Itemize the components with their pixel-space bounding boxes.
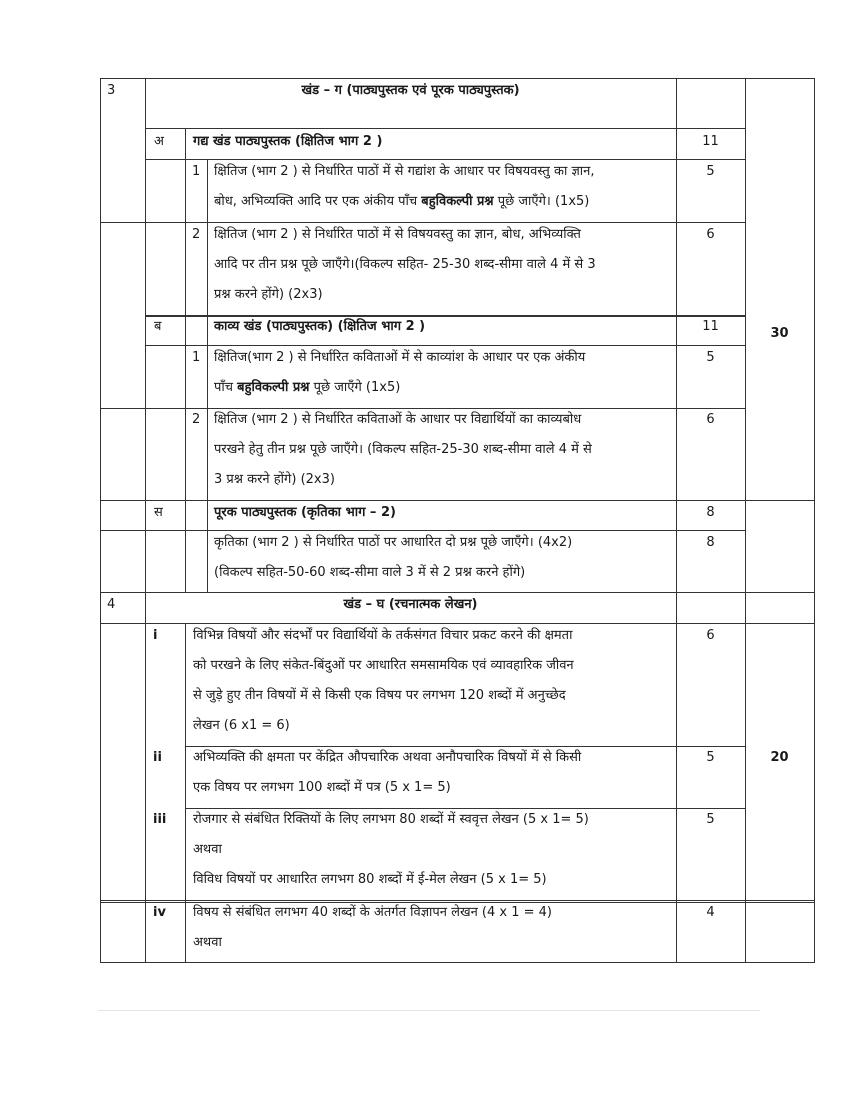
- section-number: 3: [107, 83, 116, 98]
- item-marks: 8: [706, 535, 715, 550]
- item-text-line: 3 प्रश्न करने होंगे) (2x3): [214, 472, 335, 487]
- item-text-line: आदि पर तीन प्रश्न पूछे जाएँगे।(विकल्प सहित- 25-30 शब्द-सीमा वाले 4 में से 3: [214, 257, 596, 272]
- subsection-title: गद्य खंड पाठ्यपुस्तक (क्षितिज भाग 2 ): [193, 134, 383, 149]
- section-heading: खंड – ग (पाठ्यपुस्तक एवं पूरक पाठ्यपुस्तक): [301, 83, 520, 98]
- subsection-letter: स: [154, 505, 163, 520]
- emphasis-text: बहुविकल्पी प्रश्न: [237, 380, 310, 395]
- item-text-line: विविध विषयों पर आधारित लगभग 80 शब्दों में ई-मेल लेखन (5 x 1= 5): [193, 872, 547, 887]
- subsection-title: काव्य खंड (पाठ्यपुस्तक) (क्षितिज भाग 2 ): [214, 319, 426, 334]
- item-number: 1: [192, 350, 201, 365]
- item-text-line: से जुड़े हुए तीन विषयों में से किसी एक विषय पर लगभग 120 शब्दों में अनुच्छेद: [193, 688, 566, 703]
- item-text-line: प्रश्न करने होंगे) (2x3): [214, 287, 323, 302]
- item-marks: 5: [706, 350, 715, 365]
- subsection-letter: अ: [154, 134, 164, 149]
- item-text-line: अभिव्यक्ति की क्षमता पर केंद्रित औपचारिक अथवा अनौपचारिक विषयों में से किसी: [193, 750, 582, 765]
- item-text-line: क्षितिज (भाग 2 ) से निर्धारित पाठों में से विषयवस्तु का ज्ञान, बोध, अभिव्यक्ति: [214, 227, 581, 242]
- item-text-line: रोजगार से संबंधित रिक्तियों के लिए लगभग 80 शब्दों में स्ववृत्त लेखन (5 x 1= 5): [193, 812, 589, 827]
- item-number: ii: [153, 750, 162, 765]
- item-text-line: क्षितिज (भाग 2 ) से निर्धारित पाठों में से गद्यांश के आधार पर विषयवस्तु का ज्ञान,: [214, 164, 595, 179]
- item-marks: 6: [706, 628, 715, 643]
- item-text-line: कृतिका (भाग 2 ) से निर्धारित पाठों पर आधारित दो प्रश्न पूछे जाएँगे। (4x2): [214, 535, 573, 550]
- item-marks: 6: [706, 227, 715, 242]
- item-text-line: लेखन (6 x1 = 6): [193, 718, 290, 733]
- item-number: 2: [192, 412, 201, 427]
- subsection-marks: 11: [702, 134, 719, 149]
- item-text-line: क्षितिज(भाग 2 ) से निर्धारित कविताओं में से काव्यांश के आधार पर एक अंकीय: [214, 350, 586, 365]
- subsection-letter: ब: [154, 319, 162, 334]
- item-text-line: क्षितिज (भाग 2 ) से निर्धारित कविताओं के आधार पर विद्यार्थियों का काव्यबोध: [214, 412, 582, 427]
- section-total-marks: 30: [770, 326, 789, 341]
- item-text-line: विषय से संबंधित लगभग 40 शब्दों के अंतर्गत विज्ञापन लेखन (4 x 1 = 4): [193, 905, 552, 920]
- item-number: 2: [192, 227, 201, 242]
- item-text-line: एक विषय पर लगभग 100 शब्दों में पत्र (5 x 1= 5): [193, 780, 451, 795]
- item-text-line: को परखने के लिए संकेत-बिंदुओं पर आधारित समसामयिक एवं व्यावहारिक जीवन: [193, 658, 574, 673]
- subsection-title: पूरक पाठ्यपुस्तक (कृतिका भाग – 2): [214, 505, 396, 520]
- item-text-line: अथवा: [193, 842, 222, 857]
- item-text-line: बोध, अभिव्यक्ति आदि पर एक अंकीय पाँच बहुविकल्पी प्रश्न पूछे जाएँगे। (1x5): [214, 194, 590, 209]
- footer-divider: [98, 1010, 760, 1011]
- item-marks: 5: [706, 812, 715, 827]
- emphasis-text: बहुविकल्पी प्रश्न: [421, 194, 494, 209]
- item-number: 1: [192, 164, 201, 179]
- item-text-line: (विकल्प सहित-50-60 शब्द-सीमा वाले 3 में से 2 प्रश्न करने होंगे): [214, 565, 526, 580]
- item-marks: 4: [706, 905, 715, 920]
- subsection-marks: 8: [706, 505, 715, 520]
- item-text-line: परखने हेतु तीन प्रश्न पूछे जाएँगे। (विकल्प सहित-25-30 शब्द-सीमा वाले 4 में से: [214, 442, 592, 457]
- section-heading: खंड – घ (रचनात्मक लेखन): [343, 597, 478, 612]
- item-text-line: विभिन्न विषयों और संदर्भों पर विद्यार्थियों के तर्कसंगत विचार प्रकट करने की क्षमता: [193, 628, 573, 643]
- item-marks: 5: [706, 750, 715, 765]
- subsection-marks: 11: [702, 319, 719, 334]
- item-marks: 5: [706, 164, 715, 179]
- item-text-line: अथवा: [193, 935, 222, 950]
- item-number: iv: [153, 905, 166, 920]
- item-marks: 6: [706, 412, 715, 427]
- section-total-marks: 20: [770, 750, 789, 765]
- item-number: i: [153, 628, 158, 643]
- section-number: 4: [107, 597, 116, 612]
- item-number: iii: [153, 812, 167, 827]
- item-text-line: पाँच बहुविकल्पी प्रश्न पूछे जाएँगे (1x5): [214, 380, 401, 395]
